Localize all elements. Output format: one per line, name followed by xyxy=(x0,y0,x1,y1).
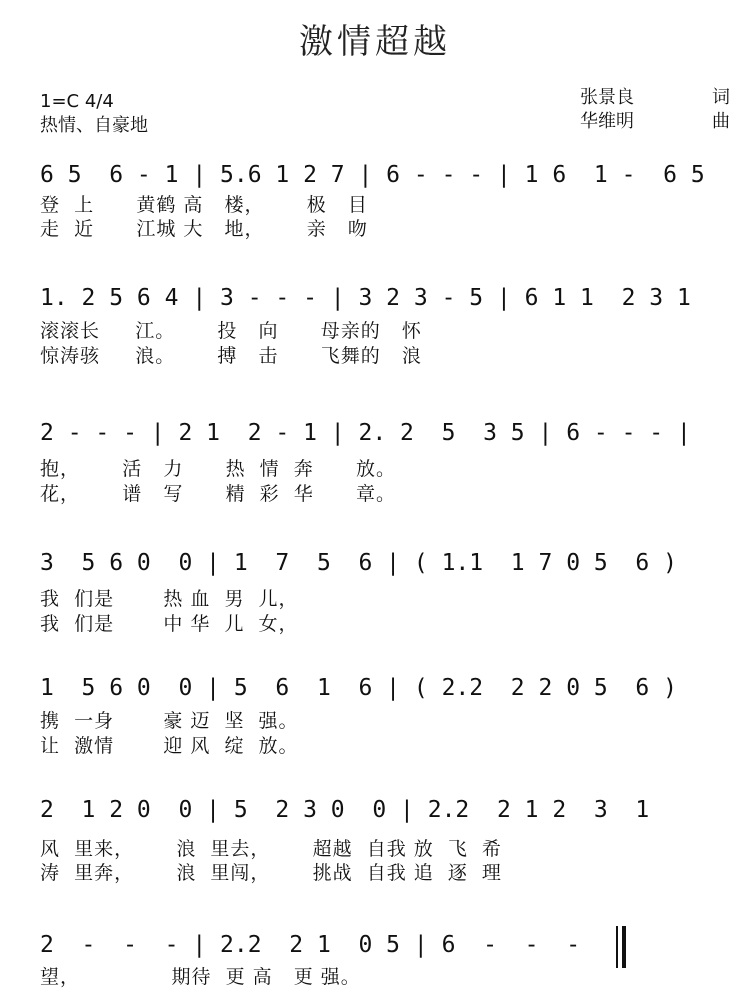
final-double-barline xyxy=(622,926,626,968)
lyric-line-2-verse-2: 惊涛骇 浪。 搏 击 飞舞的 浪 xyxy=(40,345,422,367)
composer-role: 曲 xyxy=(712,111,730,132)
notation-line-5: 1 5 6 0 0 | 5 6 1 6 | ( 2.2 2 2 0 5 6 ) xyxy=(40,675,677,701)
lyricist-role: 词 xyxy=(712,87,730,108)
credits xyxy=(580,86,730,134)
composer-name: 华维明 xyxy=(580,111,634,132)
page-title: 激情超越 xyxy=(299,22,451,62)
final-thin-barline xyxy=(616,926,618,968)
lyricist-name: 张景良 xyxy=(580,87,634,108)
notation-line-4: 3 5 6 0 0 | 1 7 5 6 | ( 1.1 1 7 0 5 6 ) xyxy=(40,550,677,576)
expression-marking: 热情、自豪地 xyxy=(40,115,148,136)
lyric-line-1-verse-2: 走 近 江城 大 地， 亲 吻 xyxy=(40,218,368,240)
notation-line-3: 2 - - - | 2 1 2 - 1 | 2. 2 5 3 5 | 6 - - - | xyxy=(40,420,691,446)
lyricist-credit xyxy=(580,86,730,110)
notation-line-6: 2 1 2 0 0 | 5 2 3 0 0 | 2.2 2 1 2 3 1 xyxy=(40,797,650,823)
lyric-line-2-verse-1: 滚滚长 江。 投 向 母亲的 怀 xyxy=(40,320,422,342)
lyric-line-3-verse-1: 抱， 活 力 热 情 奔 放。 xyxy=(40,458,396,480)
lyric-line-5-verse-2: 让 激情 迎 风 绽 放。 xyxy=(40,735,299,757)
composer-credit xyxy=(580,110,730,134)
lyric-line-5-verse-1: 携 一身 豪 迈 坚 强。 xyxy=(40,710,299,732)
key-time-signature: 1=C 4/4 xyxy=(40,91,114,112)
lyric-line-4-verse-1: 我 们是 热 血 男 儿， xyxy=(40,588,299,610)
notation-line-7: 2 - - - | 2.2 2 1 0 5 | 6 - - - xyxy=(40,932,581,958)
lyric-line-6-verse-1: 风 里来， 浪 里去， 超越 自我 放 飞 希 xyxy=(40,838,502,860)
lyric-line-4-verse-2: 我 们是 中 华 儿 女， xyxy=(40,613,299,635)
lyric-line-7-verse-1: 望， 期待 更 高 更 强。 xyxy=(40,966,361,988)
notation-line-2: 1. 2 5 6 4 | 3 - - - | 3 2 3 - 5 | 6 1 1 2 3 1 xyxy=(40,285,691,311)
lyric-line-3-verse-2: 花， 谱 写 精 彩 华 章。 xyxy=(40,483,396,505)
score-meta-left xyxy=(40,90,148,138)
lyric-line-6-verse-2: 涛 里奔， 浪 里闯， 挑战 自我 追 逐 理 xyxy=(40,862,502,884)
lyric-line-1-verse-1: 登 上 黄鹤 高 楼， 极 目 xyxy=(40,194,368,216)
notation-line-1: 6 5 6 - 1 | 5.6 1 2 7 | 6 - - - | 1 6 1 - 6 5 xyxy=(40,162,705,188)
